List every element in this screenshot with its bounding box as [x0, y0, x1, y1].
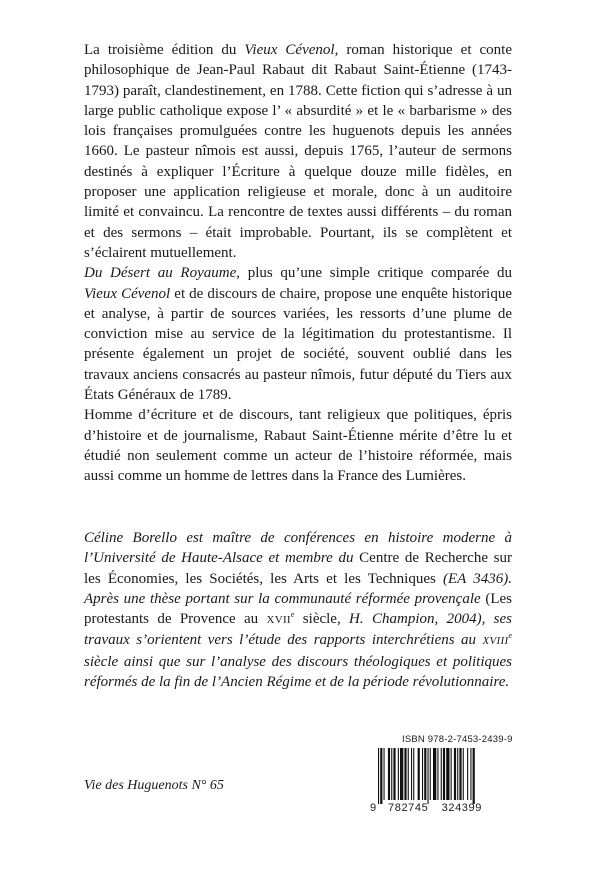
barcode-bar — [470, 748, 471, 800]
ean-first-digit: 9 — [370, 802, 377, 814]
ean-group-left: 782745 — [388, 802, 429, 814]
ean-group-right: 324399 — [441, 802, 482, 814]
summary-text — [84, 40, 512, 487]
barcode-bar — [393, 748, 395, 800]
barcode-bar — [467, 748, 468, 800]
book-title-du-desert: Du Désert au Royaume — [84, 265, 237, 282]
barcode-bar — [446, 748, 449, 800]
barcode-bar — [473, 748, 475, 804]
barcode-bar — [384, 748, 385, 800]
barcode-bar — [411, 748, 412, 800]
barcode-bar — [380, 748, 382, 804]
barcode-bar — [391, 748, 392, 800]
author-bio — [84, 528, 512, 692]
barcode-bar — [428, 748, 429, 804]
barcode-bar — [398, 748, 399, 800]
barcode-bar — [430, 748, 431, 800]
barcode-bar — [418, 748, 420, 800]
summary-paragraph-1 — [84, 40, 512, 263]
bio-run: siècle ainsi que sur l’analyse des discours théologiques et politiques réformés de la fin de l’Ancien Régime et de la période révolutionnaire. — [84, 653, 512, 691]
bio-run: , H. Champion, 2004), ses travaux s’orientent vers l’étude des rapports interchrétiens au — [84, 611, 512, 649]
bio-run: (Les protestants de Provence au — [84, 590, 512, 628]
superscript: e — [290, 610, 295, 620]
barcode-bar — [408, 748, 409, 800]
book-title-vieux-cevenol: Vieux Cévenol — [244, 42, 335, 58]
summary-paragraph-3: Homme d’écriture et de discours, tant religieux que politiques, épris d’histoire et de journalisme, Rabaut Saint-Étienne mérite d’être lu et étudié non seulement comme un acteur de l’histoire réformée, mais aussi comme un homme de lettres dans la France des Lumières. — [84, 407, 512, 485]
ean-digits — [370, 802, 514, 814]
superscript: e — [508, 631, 512, 641]
barcode-bar — [454, 748, 456, 800]
barcode-bar — [404, 748, 406, 800]
isbn-number: ISBN 978-2-7453-2439-9 — [402, 734, 513, 745]
barcode-bar — [400, 748, 403, 800]
text-run: , roman historique et conte philosophique de Jean-Paul Rabaut dit Rabaut Saint-Étienne (1743-1793) paraît, clandestinement, en 1788. Cette fiction qui s’adresse à un large public catholique expose l’ « absurdité » et le « barbarisme » des lois françaises promulguées contre les huguenots depuis les années 1660. Le pasteur nîmois est aussi, depuis 1765, l’auteur de sermons destinés à expliquer l’Écriture à quelque douze mille fidèles, en proposer une application religieuse et morale, donc à un auditoire limité et convaincu. La rencontre de textes aussi différents – du roman et des sermons – était improbable. Pourtant, ils se complètent et s’éclairent mutuellement. — [84, 42, 512, 261]
barcode-bar — [437, 748, 438, 800]
barcode-bar — [457, 748, 458, 800]
isbn-barcode — [370, 734, 514, 816]
barcode-bar — [443, 748, 445, 800]
barcode-bar — [378, 748, 379, 804]
barcode-bar — [459, 748, 461, 800]
bio-run: siècle — [294, 611, 337, 628]
barcode-bar — [424, 748, 426, 800]
text-run: , plus qu’une simple critique comparée du — [236, 265, 512, 282]
summary-paragraph-2 — [84, 263, 512, 405]
bio-run: Céline Borello est maître de conférences en histoire moderne à l’Université de Haute-Alsace et membre du — [84, 530, 512, 567]
book-title-vieux-cevenol: Vieux Cévenol — [84, 285, 171, 302]
author-bio-paragraph — [84, 528, 512, 692]
series-label: Vie des Huguenots N° 65 — [84, 778, 224, 793]
bio-run: (EA 3436). Après une thèse portant sur la communauté réformée provençale — [84, 570, 512, 607]
barcode-bar — [422, 748, 423, 800]
barcode-bar — [433, 748, 436, 800]
bio-run: Centre de Recherche sur les Économies, les Sociétés, les Arts et les Techniques — [84, 550, 513, 587]
text-run: et de discours de chaire, propose une enquête historique et analyse, à partir de sources variées, les ressorts d’une plume de conviction mise au service de la légitimation du protestantisme. Il présente également un projet de société, souvent oublié dans les travaux anciens consacrés au pasteur nîmois, futur député du Tiers aux États Généraux de 1789. — [84, 285, 512, 404]
barcode-bar — [463, 748, 464, 800]
barcode-bar — [388, 748, 390, 800]
century-numeral: XVIII — [482, 635, 509, 648]
barcode-bars — [378, 748, 510, 804]
barcode-bar — [451, 748, 452, 800]
barcode-bar — [413, 748, 414, 800]
barcode-bar — [441, 748, 442, 800]
text-run: La troisième édition du — [84, 42, 245, 58]
century-numeral: XVII — [266, 614, 291, 627]
